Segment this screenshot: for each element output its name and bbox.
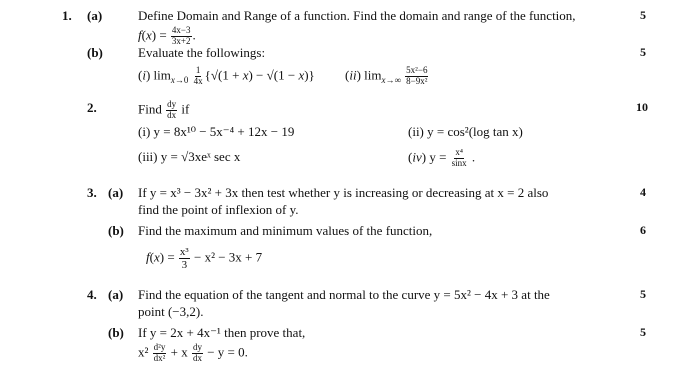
question-intro: Find $\frac{dy}{dx}$ if [138, 99, 190, 120]
question-number: 3. [87, 185, 97, 200]
question-number: 4. [87, 287, 97, 302]
sub-item: (i) $\lim_{x\to 0}$ $\frac{1}{4x}$ {√(1 + x) − √(1 − x)} [138, 65, 315, 86]
sub-item: (iii) y = √3xeˣ sec x [138, 149, 241, 164]
sub-item: (i) y = 8x¹⁰ − 5x⁻⁴ + 12x − 19 [138, 124, 295, 139]
question-text: If y = 2x + 4x⁻¹ then prove that, [138, 325, 306, 340]
marks: 5 [640, 45, 646, 59]
marks: 5 [640, 325, 646, 339]
question-text: If y = x³ − 3x² + 3x then test whether y is increasing or decreasing at x = 2 also [138, 185, 549, 200]
part-label: (b) [108, 325, 124, 340]
question-text: Evaluate the followings: [138, 45, 266, 60]
marks: 4 [640, 185, 646, 199]
question-text: Find the equation of the tangent and normal to the curve y = 5x² − 4x + 3 at the [138, 287, 550, 302]
sub-item: (ii) y = cos²(log tan x) [408, 124, 523, 139]
marks: 5 [640, 8, 646, 22]
part-label: (a) [87, 8, 103, 23]
sub-item: (ii) $\lim_{x\to\infty}$ $\frac{\text{5x²−6}}{\text{8−9x²}}$ [345, 65, 428, 86]
marks: 6 [640, 223, 646, 237]
part-label: (a) [108, 287, 124, 302]
part-label: (b) [87, 45, 103, 60]
question-number: 1. [62, 8, 72, 23]
formula: x² $\frac{\text{d²y}}{\text{dx²}}$ + x $\frac{dy}{dx}$ − y = 0. [138, 342, 248, 363]
question-text: point (−3,2). [138, 304, 204, 319]
sub-item: (iv) y = $\frac{\text{x⁴}}{\sin x}$ . [408, 147, 476, 168]
part-label: (a) [108, 185, 124, 200]
formula: f(x) = $\frac{\text{x³}}{3}$ − x² − 3x + 7 [146, 246, 263, 272]
question-text: Define Domain and Range of a function. Find the domain and range of the function, [138, 8, 576, 23]
formula: f(x) = $\frac{4x-3}{3x+2}$ . [138, 25, 196, 46]
question-number: 2. [87, 100, 97, 115]
marks: 10 [636, 100, 648, 114]
question-text: Find the maximum and minimum values of the function, [138, 223, 433, 238]
part-label: (b) [108, 223, 124, 238]
marks: 5 [640, 287, 646, 301]
question-text: find the point of inflexion of y. [138, 202, 299, 217]
